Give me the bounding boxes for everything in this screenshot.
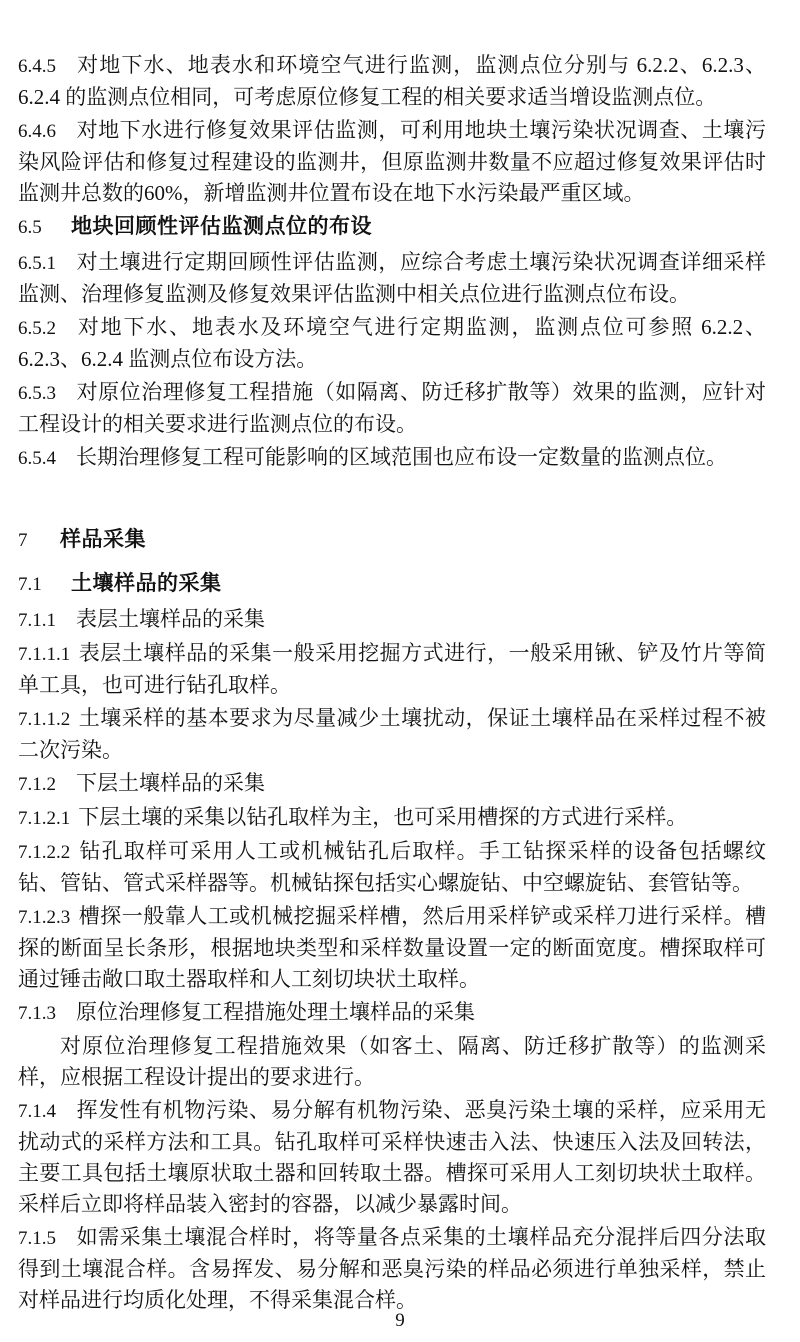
section-number: 7.1 <box>18 574 42 595</box>
section-number: 7.1.2.1 <box>18 808 71 829</box>
section-number: 6.4.5 <box>18 56 56 77</box>
section-number: 6.5.3 <box>18 383 56 404</box>
paragraph-text: 钻孔取样可采用人工或机械钻孔后取样。手工钻探采样的设备包括螺纹钻、管钻、管式采样器等。机械钻探包括实心螺旋钻、中空螺旋钻、套管钻等。 <box>18 839 766 895</box>
paragraph-text: 如需采集土壤混合样时，将等量各点采集的土壤样品充分混拌后四分法取得到土壤混合样。含易挥发、易分解和恶臭污染的样品必须进行单独采样，禁止对样品进行均质化处理，不得采集混合样。 <box>18 1225 766 1312</box>
section-number: 6.5.4 <box>18 448 56 469</box>
section-number: 6.5.1 <box>18 253 56 274</box>
paragraph-text: 样品采集 <box>60 528 146 551</box>
paragraph <box>18 836 766 899</box>
paragraph <box>18 638 766 701</box>
paragraph <box>18 377 766 440</box>
paragraph <box>18 604 766 636</box>
paragraph <box>18 703 766 766</box>
section-number: 7.1.1.2 <box>18 709 71 730</box>
section-number: 7 <box>18 530 28 551</box>
section-heading <box>18 211 766 243</box>
paragraph-text: 下层土壤样品的采集 <box>76 771 265 795</box>
paragraph <box>18 997 766 1029</box>
paragraph <box>18 901 766 995</box>
paragraph-text: 对原位治理修复工程措施效果（如客土、隔离、防迁移扩散等）的监测采样，应根据工程设计提出的要求进行。 <box>18 1034 766 1089</box>
section-number: 7.1.3 <box>18 1003 56 1024</box>
paragraph-text: 表层土壤样品的采集 <box>76 607 265 631</box>
section-number: 7.1.2.2 <box>18 842 71 863</box>
paragraph <box>18 247 766 310</box>
section-number: 7.1.2 <box>18 774 56 795</box>
paragraph <box>18 802 766 834</box>
section-number: 6.4.6 <box>18 121 56 142</box>
paragraph-text: 对地下水、地表水和环境空气进行监测，监测点位分别与 6.2.2、6.2.3、6.2.4 的监测点位相同，可考虑原位修复工程的相关要求适当增设监测点位。 <box>18 53 766 109</box>
chapter-heading <box>18 524 766 556</box>
paragraph-text: 对原位治理修复工程措施（如隔离、防迁移扩散等）效果的监测，应针对工程设计的相关要求进行监测点位的布设。 <box>18 380 766 436</box>
paragraph-text: 土壤采样的基本要求为尽量减少土壤扰动，保证土壤样品在采样过程不被二次污染。 <box>18 706 766 762</box>
paragraph-text: 对地下水进行修复效果评估监测，可利用地块土壤污染状况调查、土壤污染风险评估和修复过程建设的监测井，但原监测井数量不应超过修复效果评估时监测井总数的60%，新增监测井位置布设在地下水污染最严重区域。 <box>18 118 766 205</box>
document-body <box>18 50 766 1316</box>
paragraph <box>18 442 766 474</box>
section-number: 6.5 <box>18 217 42 238</box>
paragraph <box>18 1222 766 1316</box>
section-number: 7.1.2.3 <box>18 907 71 928</box>
paragraph-text: 地块回顾性评估监测点位的布设 <box>71 215 372 238</box>
paragraph <box>18 1031 766 1093</box>
paragraph-text: 长期治理修复工程可能影响的区域范围也应布设一定数量的监测点位。 <box>76 445 727 469</box>
paragraph-text: 原位治理修复工程措施处理土壤样品的采集 <box>76 1000 475 1024</box>
paragraph-text: 下层土壤的采集以钻孔取样为主，也可采用槽探的方式进行采样。 <box>78 805 688 829</box>
paragraph <box>18 50 766 113</box>
paragraph <box>18 312 766 375</box>
paragraph-text: 槽探一般靠人工或机械挖掘采样槽，然后用采样铲或采样刀进行采样。槽探的断面呈长条形，根据地块类型和采样数量设置一定的断面宽度。槽探取样可通过锤击敞口取土器取样和人工刻切块状土取样。 <box>18 904 766 991</box>
paragraph-text: 表层土壤样品的采集一般采用挖掘方式进行，一般采用锹、铲及竹片等简单工具，也可进行钻孔取样。 <box>18 641 766 697</box>
paragraph-text: 土壤样品的采集 <box>71 572 222 595</box>
section-number: 7.1.1.1 <box>18 644 71 665</box>
paragraph-text: 对土壤进行定期回顾性评估监测，应综合考虑土壤污染状况调查详细采样监测、治理修复监测及修复效果评估监测中相关点位进行监测点位布设。 <box>18 250 766 306</box>
paragraph-text: 挥发性有机物污染、易分解有机物污染、恶臭污染土壤的采样，应采用无扰动式的采样方法和工具。钻孔取样可采样快速击入法、快速压入法及回转法，主要工具包括土壤原状取土器和回转取土器。槽探可采用人工刻切块状土取样。采样后立即将样品装入密封的容器，以减少暴露时间。 <box>18 1098 766 1216</box>
page-number: 9 <box>395 1310 405 1331</box>
paragraph <box>18 115 766 209</box>
section-number: 7.1.1 <box>18 610 56 631</box>
section-number: 6.5.2 <box>18 318 56 339</box>
paragraph-text: 对地下水、地表水及环境空气进行定期监测，监测点位可参照 6.2.2、6.2.3、6.2.4 监测点位布设方法。 <box>18 315 766 371</box>
section-number: 7.1.5 <box>18 1228 56 1249</box>
section-heading <box>18 568 766 600</box>
paragraph <box>18 1095 766 1220</box>
paragraph <box>18 768 766 800</box>
section-number: 7.1.4 <box>18 1101 56 1122</box>
